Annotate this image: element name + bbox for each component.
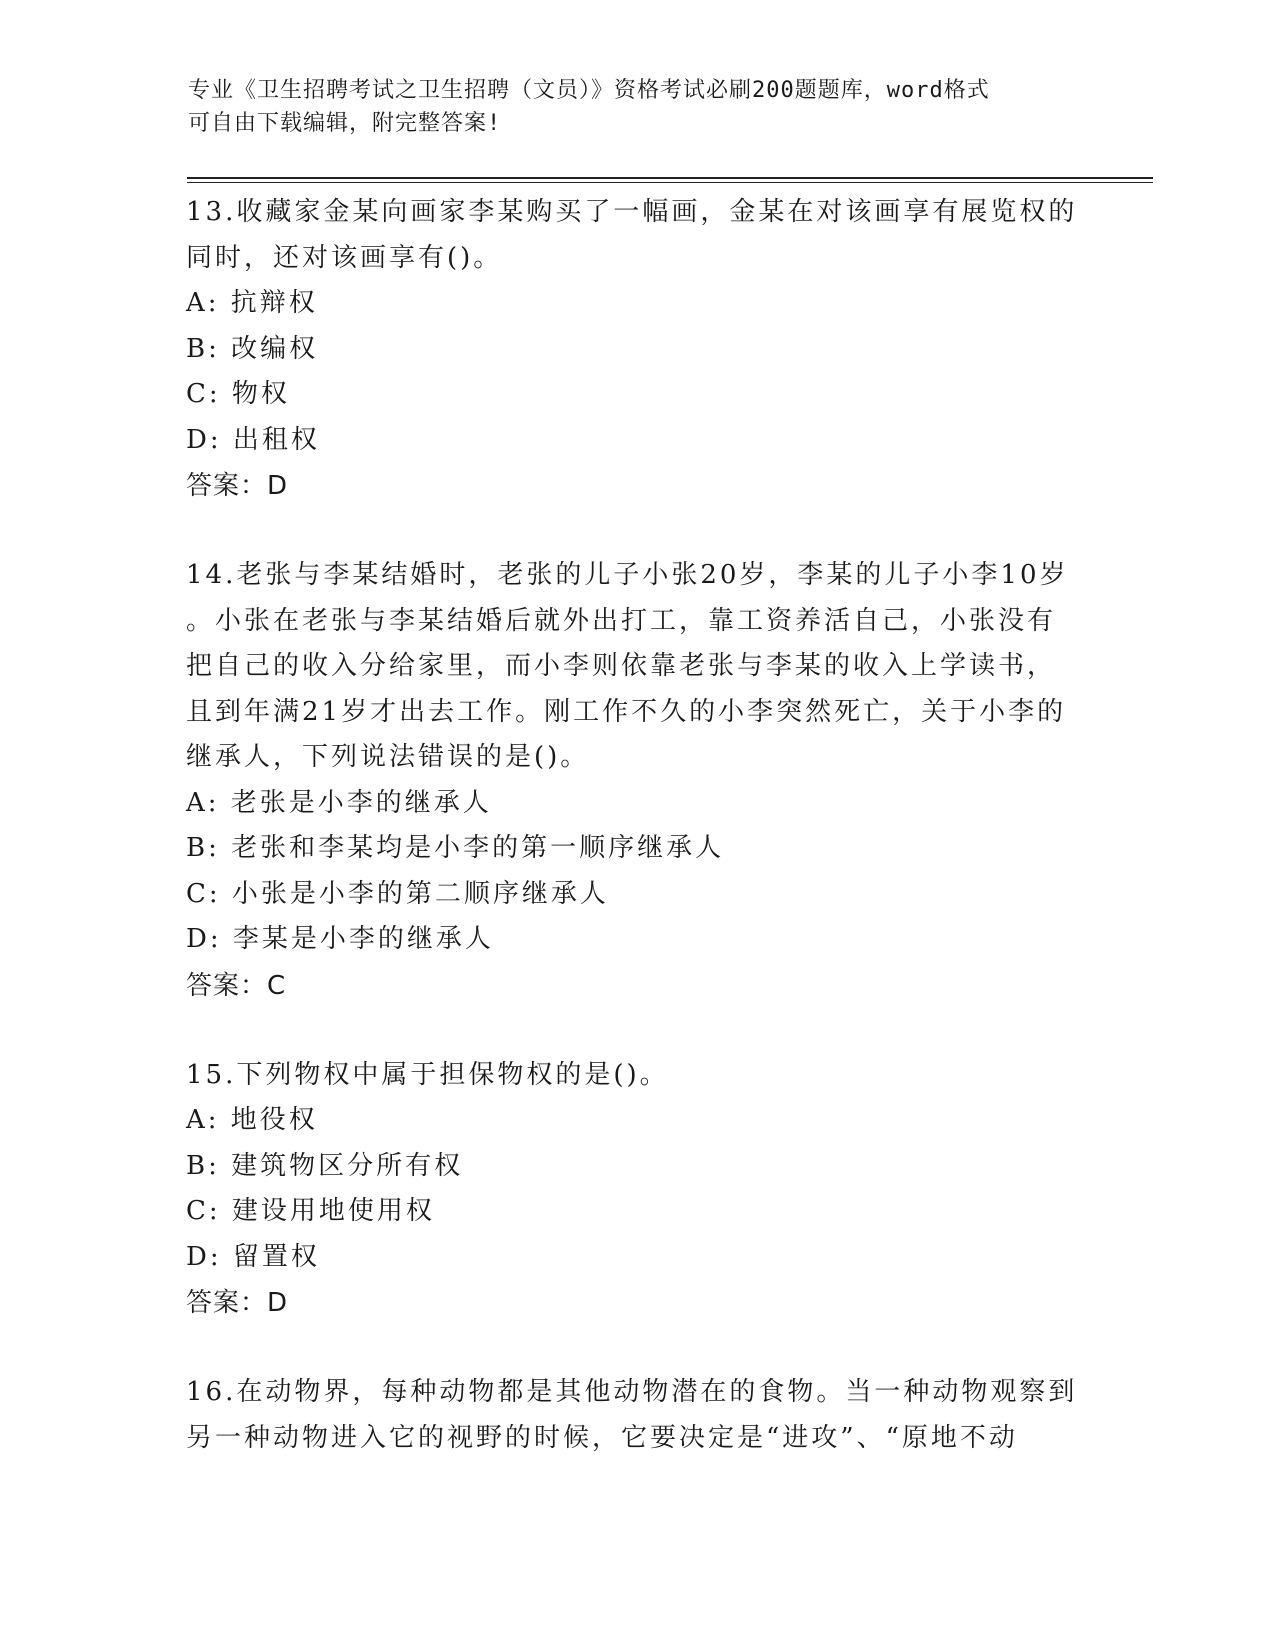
header-divider-thick xyxy=(187,177,1153,179)
question-text-line: 另一种动物进入它的视野的时候，它要决定是“进攻”、“原地不动 xyxy=(186,1422,1018,1453)
option-c: C: 小张是小李的第二顺序继承人 xyxy=(186,878,609,909)
option-d: D: 留置权 xyxy=(186,1241,320,1272)
question-text-line: 同时，还对该画享有()。 xyxy=(186,242,503,273)
question-list xyxy=(186,190,1086,1461)
header-divider-thin xyxy=(187,182,1153,183)
question-text-line: 把自己的收入分给家里，而小李则依靠老张与李某的收入上学读书， xyxy=(186,651,1057,681)
header-line-1: 专业《卫生招聘考试之卫生招聘（文员）》资格考试必刷200题题库，word格式 xyxy=(188,78,990,103)
question-16 xyxy=(186,1370,1086,1461)
question-text-line: 。小张在老张与李某结婚后就外出打工，靠工资养活自己，小张没有 xyxy=(186,605,1057,636)
option-a: A: 地役权 xyxy=(186,1105,318,1135)
document-header xyxy=(188,74,1088,140)
question-15 xyxy=(186,1053,1086,1327)
answer-label: 答案：D xyxy=(186,1288,289,1318)
option-b: B: 建筑物区分所有权 xyxy=(186,1150,464,1181)
option-c: C: 建设用地使用权 xyxy=(186,1196,435,1226)
question-text-line: 15.下列物权中属于担保物权的是()。 xyxy=(186,1059,669,1090)
answer-label: 答案：C xyxy=(186,970,287,1001)
question-text-line: 16.在动物界，每种动物都是其他动物潜在的食物。当一种动物观察到 xyxy=(186,1377,1078,1407)
header-line-2: 可自由下载编辑，附完整答案! xyxy=(188,111,502,136)
option-a: A: 抗辩权 xyxy=(186,288,318,318)
question-13 xyxy=(186,190,1086,509)
question-text-line: 13.收藏家金某向画家李某购买了一幅画，金某在对该画享有展览权的 xyxy=(186,197,1078,227)
spacer xyxy=(186,1326,1086,1370)
option-a: A: 老张是小李的继承人 xyxy=(186,787,492,818)
option-b: B: 老张和李某均是小李的第一顺序继承人 xyxy=(186,833,725,863)
question-14 xyxy=(186,553,1086,1009)
question-text-line: 继承人，下列说法错误的是()。 xyxy=(186,742,590,772)
option-b: B: 改编权 xyxy=(186,333,319,364)
answer-label: 答案：D xyxy=(186,471,289,501)
spacer xyxy=(186,1009,1086,1053)
option-d: D: 出租权 xyxy=(186,424,320,455)
option-d: D: 李某是小李的继承人 xyxy=(186,924,494,954)
question-text-line: 且到年满21岁才出去工作。刚工作不久的小李突然死亡，关于小李的 xyxy=(186,696,1067,727)
option-c: C: 物权 xyxy=(186,379,290,409)
spacer xyxy=(186,509,1086,553)
question-text-line: 14.老张与李某结婚时，老张的儿子小张20岁，李某的儿子小李10岁 xyxy=(186,560,1069,590)
